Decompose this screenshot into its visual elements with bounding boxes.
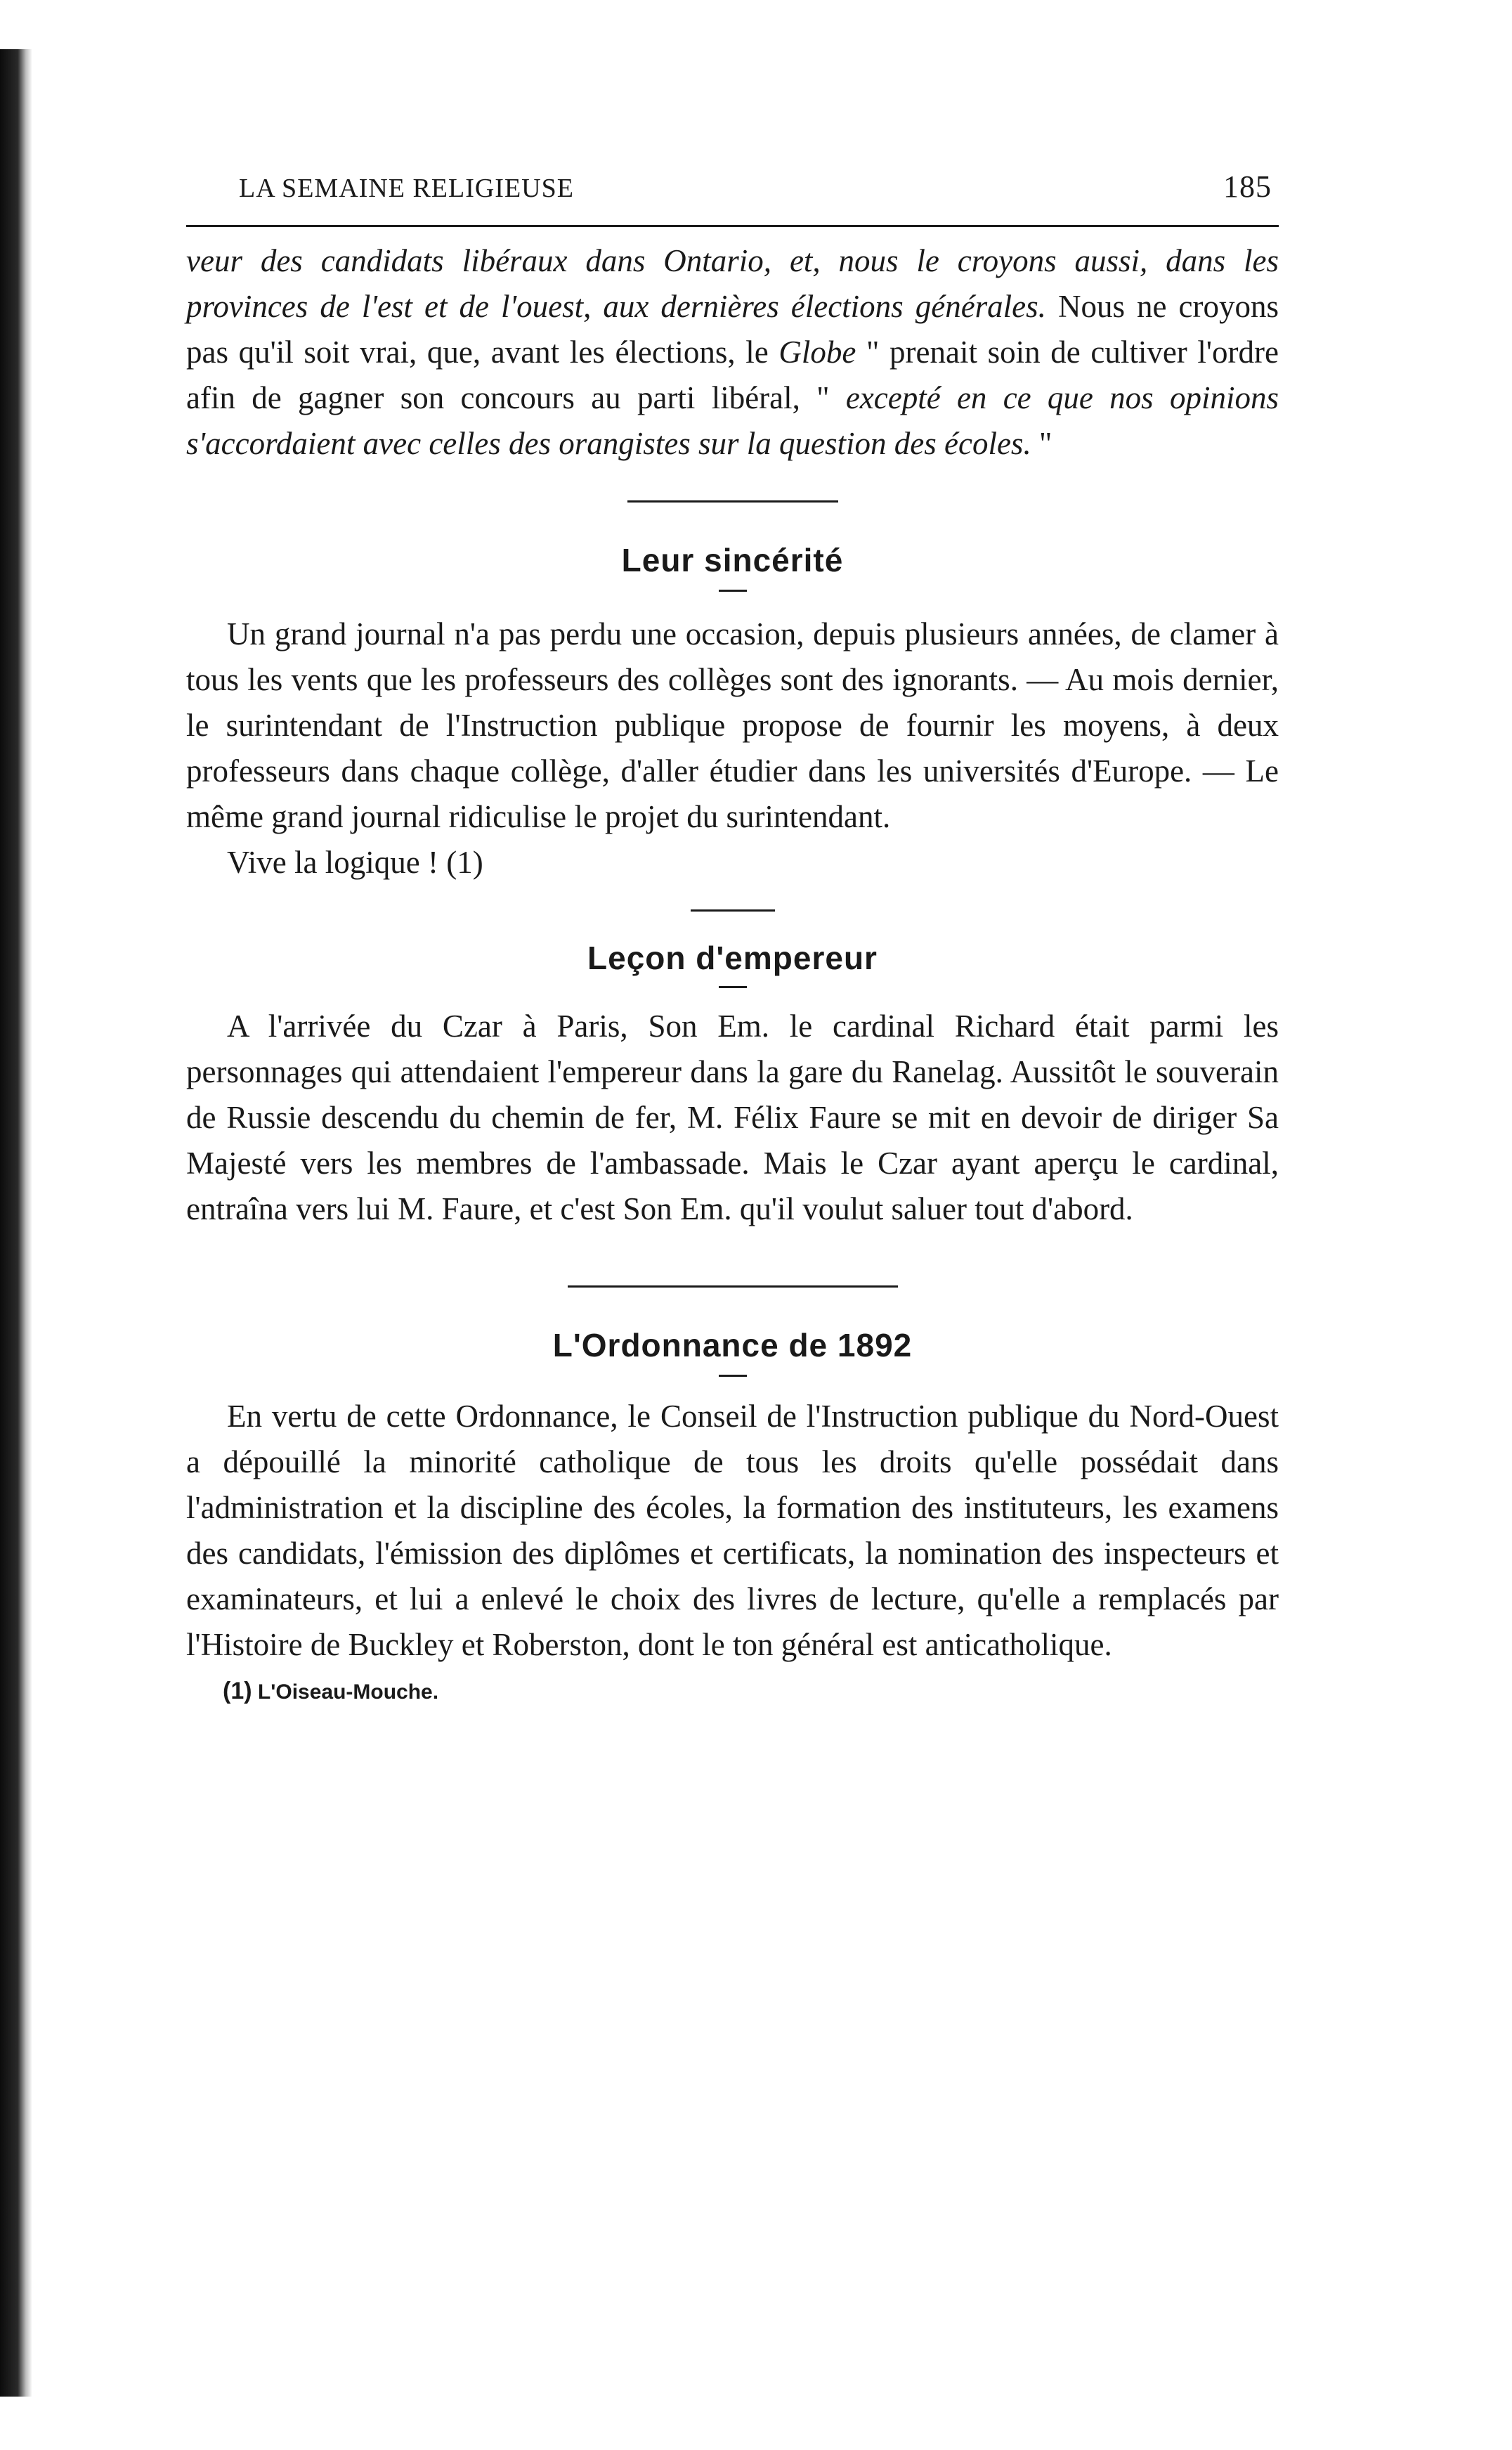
header-rule — [186, 225, 1279, 227]
title-dash — [719, 1375, 747, 1377]
section-title-lecon-d-empereur: Leçon d'empereur — [587, 940, 878, 976]
section-divider — [627, 500, 838, 503]
footnote-mark: (1) — [223, 1678, 252, 1704]
intro-roman-2: " prenait soin de cultiver l'ordre afin de gagner son concours au parti libéral, " — [186, 335, 1279, 415]
section-paragraph: A l'arrivée du Czar à Paris, Son Em. le cardinal Richard était parmi les personnages qui attendaient l'empereur dans la gare du Ranelag. Aussitôt le souverain de Russie descendu du chemin de fer, M. Félix Faure se mit en devoir de diriger Sa Majesté vers les membres de l'ambassade. Mais le Czar ayant aperçu le cardinal, entraîna vers lui M. Faure, et c'est Son Em. qu'il voulut saluer tout d'abord. — [186, 1009, 1279, 1226]
section-title-leur-sincerite: Leur sincérité — [621, 542, 844, 578]
footnote — [186, 1678, 1279, 1705]
page-number: 185 — [1223, 169, 1272, 204]
intro-italic-1: veur des candidats libéraux dans Ontario, et, nous le croyons aussi, dans les provinces de l'est et de l'ouest, aux dernières élections générales. — [186, 243, 1279, 324]
section-paragraph: Un grand journal n'a pas perdu une occasion, depuis plusieurs années, de clamer à tous les vents que les professeurs des collèges sont des ignorants. — Au mois dernier, le surintendant de l'Instruction publique propose de fournir les moyens, à deux professeurs dans chaque collège, d'aller étudier dans les universités d'Europe. — Le même grand journal ridiculise le projet du surintendant. — [186, 616, 1279, 834]
section-paragraph: En vertu de cette Ordonnance, le Conseil de l'Instruction publique du Nord-Ouest a dépouillé la minorité catholique de tous les droits qu'elle possédait dans l'administration et la discipline des écoles, la formation des instituteurs, les examens des candidats, l'émission des diplômes et certificats, la nomination des inspecteurs et examinateurs, et lui a enlevé le choix des livres de lecture, qu'elle a remplacés par l'Histoire de Buckley et Roberston, dont le ton général est anticatholique. — [186, 1399, 1279, 1662]
running-title: LA SEMAINE RELIGIEUSE — [239, 174, 574, 203]
footnote-text: L'Oiseau-Mouche. — [257, 1680, 439, 1704]
intro-paragraph — [186, 238, 1279, 467]
title-dash — [719, 590, 747, 592]
section-divider — [568, 1285, 898, 1288]
scan-binding-edge — [0, 49, 32, 2397]
intro-roman-3: " — [1031, 426, 1052, 461]
title-dash — [719, 986, 747, 988]
page-header — [186, 169, 1279, 218]
section-divider — [691, 909, 775, 912]
intro-roman-1: Nous ne croyons pas qu'il soit vrai, que, avant les élections, le — [186, 289, 1279, 370]
intro-italic-3: excepté en ce que nos opinions s'accordaient avec celles des orangistes sur la question des écoles. — [186, 380, 1279, 461]
page — [186, 169, 1279, 1705]
section-title-ordonnance-1892: L'Ordonnance de 1892 — [552, 1327, 913, 1363]
intro-italic-globe: Globe — [778, 335, 856, 370]
section-paragraph: Vive la logique ! (1) — [227, 845, 483, 880]
